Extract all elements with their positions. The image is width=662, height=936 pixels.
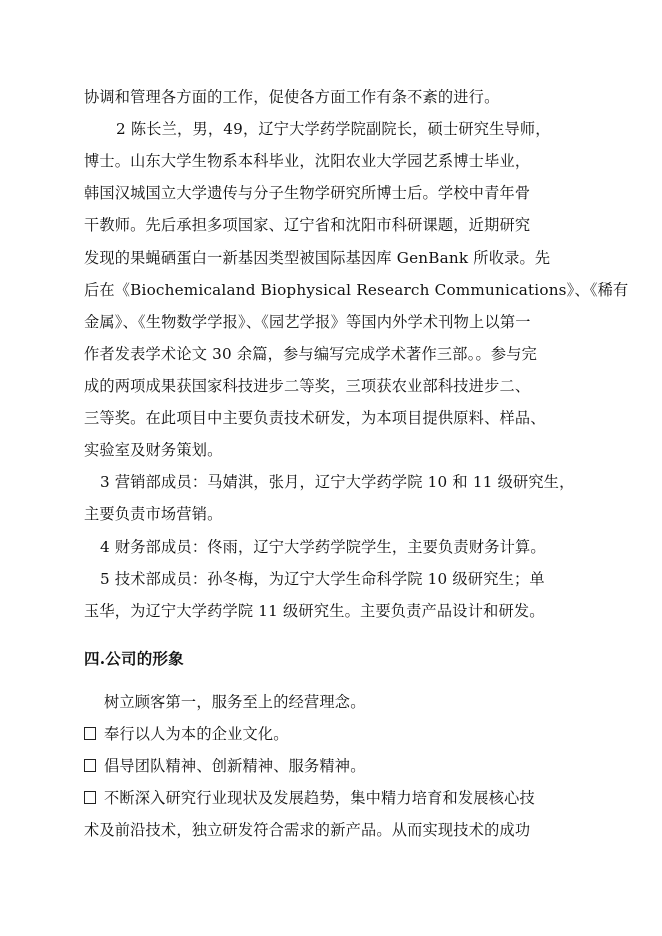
- text-line: 成的两项成果获国家科技进步二等奖，三项获农业部科技进步二、: [84, 377, 531, 395]
- text-line: 术及前沿技术，独立研发符合需求的新产品。从而实现技术的成功: [84, 821, 531, 839]
- text-line: 2 陈长兰，男，49，辽宁大学药学院副院长，硕士研究生导师，: [116, 120, 551, 138]
- text-line: 实验室及财务策划。: [84, 441, 223, 459]
- text-line: 3 营销部成员：马婧淇，张月，辽宁大学药学院 10 和 11 级研究生，: [100, 473, 575, 491]
- text-line: 韩国汉城国立大学遗传与分子生物学研究所博士后。学校中青年骨: [84, 184, 531, 202]
- text-line: 协调和管理各方面的工作，促使各方面工作有条不紊的进行。: [84, 88, 500, 106]
- section-heading: 四.公司的形象: [84, 649, 184, 668]
- text-line: 玉华，为辽宁大学药学院 11 级研究生。主要负责产品设计和研发。: [84, 602, 545, 620]
- bullet-text: 倡导团队精神、创新精神、服务精神。: [104, 757, 366, 775]
- text-line: 金属》、《生物数学学报》、《园艺学报》等国内外学术刊物上以第一: [84, 313, 531, 331]
- text-line: 干教师。先后承担多项国家、辽宁省和沈阳市科研课题，近期研究: [84, 216, 531, 234]
- text-line: 博士。山东大学生物系本科毕业，沈阳农业大学园艺系博士毕业，: [84, 152, 531, 170]
- text-line: 主要负责市场营销。: [84, 505, 223, 523]
- bullet-text: 不断深入研究行业现状及发展趋势，集中精力培育和发展核心技: [104, 789, 535, 807]
- text-line: 树立顾客第一，服务至上的经营理念。: [104, 693, 366, 711]
- checkbox-bullet-icon: [84, 727, 96, 740]
- text-line: 5 技术部成员：孙冬梅，为辽宁大学生命科学院 10 级研究生；单: [100, 570, 545, 588]
- bullet-text: 奉行以人为本的企业文化。: [104, 725, 289, 743]
- bullet-item: [84, 787, 535, 809]
- text-line: 发现的果蝇硒蛋白一新基因类型被国际基因库 GenBank 所收录。先: [84, 249, 551, 267]
- text-line: 4 财务部成员：佟雨，辽宁大学药学院学生，主要负责财务计算。: [100, 538, 546, 556]
- text-line: 后在《Biochemicaland Biophysical Research Communications》、《稀有: [84, 281, 629, 299]
- text-line: 三等奖。在此项目中主要负责技术研发，为本项目提供原料、样品、: [84, 409, 546, 427]
- checkbox-bullet-icon: [84, 791, 96, 804]
- checkbox-bullet-icon: [84, 759, 96, 772]
- text-line: 作者发表学术论文 30 余篇，参与编写完成学术著作三部。。参与完: [84, 345, 538, 363]
- bullet-item: [84, 723, 289, 745]
- bullet-item: [84, 755, 366, 777]
